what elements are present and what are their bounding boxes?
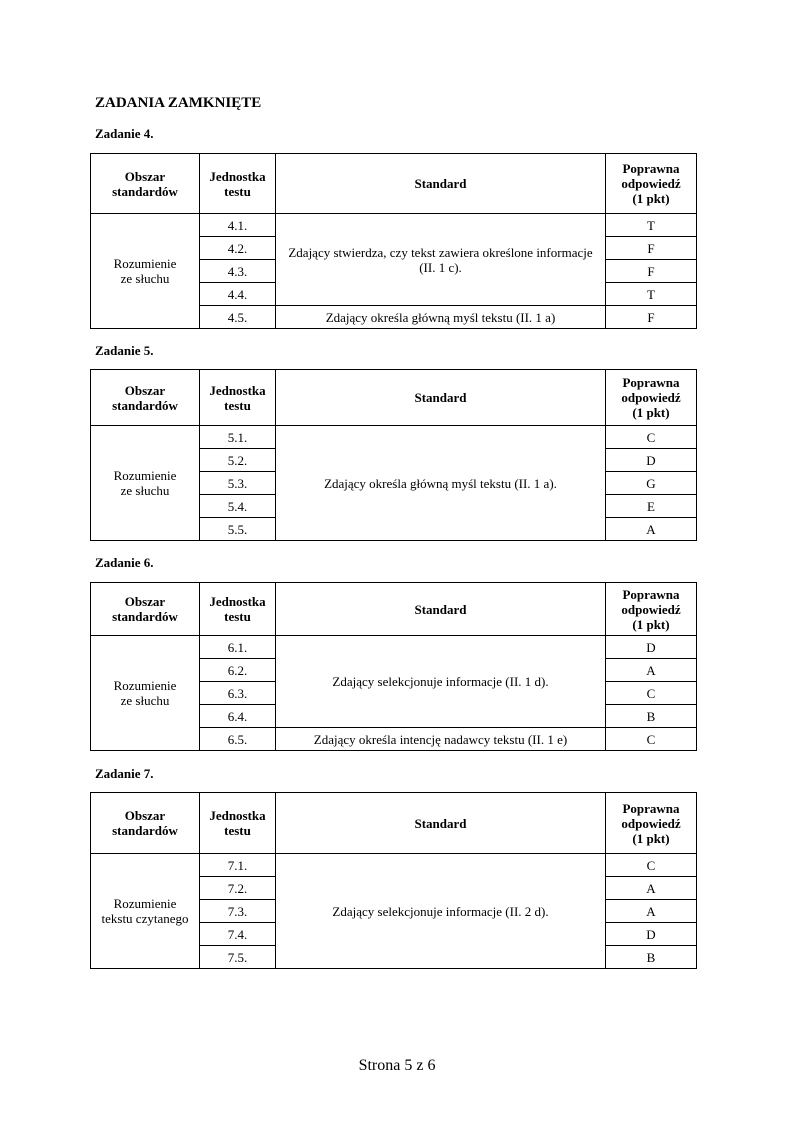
header-poprawna: Poprawna odpowiedź (1 pkt)	[606, 370, 697, 426]
answer-cell: T	[606, 214, 697, 237]
page-title: ZADANIA ZAMKNIĘTE	[95, 95, 262, 111]
unit-cell: 7.2.	[200, 877, 276, 900]
header-jednostka: Jednostka testu	[200, 793, 276, 854]
obszar-cell: Rozumienie ze słuchu	[91, 636, 200, 751]
answer-cell: C	[606, 426, 697, 449]
standard-cell: Zdający określa główną myśl tekstu (II. 1 a)	[276, 306, 606, 329]
answer-cell: A	[606, 900, 697, 923]
task-7-section	[90, 792, 696, 969]
header-row	[91, 154, 697, 214]
task-6-section	[90, 582, 696, 751]
page-footer: Strona 5 z 6	[358, 1057, 436, 1074]
answer-cell: B	[606, 705, 697, 728]
unit-cell: 4.4.	[200, 283, 276, 306]
header-standard: Standard	[276, 583, 606, 636]
answer-cell: G	[606, 472, 697, 495]
unit-cell: 4.1.	[200, 214, 276, 237]
task-title-7: Zadanie 7.	[95, 766, 154, 781]
answer-cell: D	[606, 636, 697, 659]
unit-cell: 6.4.	[200, 705, 276, 728]
unit-cell: 7.5.	[200, 946, 276, 969]
header-row	[91, 583, 697, 636]
answer-cell: C	[606, 682, 697, 705]
header-jednostka: Jednostka testu	[200, 583, 276, 636]
task-6-table	[90, 582, 697, 751]
task-title-6: Zadanie 6.	[95, 555, 154, 570]
answer-cell: T	[606, 283, 697, 306]
task-5-section	[90, 369, 696, 541]
unit-cell: 6.1.	[200, 636, 276, 659]
unit-cell: 5.5.	[200, 518, 276, 541]
answer-cell: E	[606, 495, 697, 518]
header-standard: Standard	[276, 793, 606, 854]
header-standard: Standard	[276, 154, 606, 214]
header-poprawna: Poprawna odpowiedź (1 pkt)	[606, 793, 697, 854]
unit-cell: 5.2.	[200, 449, 276, 472]
answer-cell: D	[606, 923, 697, 946]
standard-cell: Zdający selekcjonuje informacje (II. 2 d).	[276, 854, 606, 969]
unit-cell: 7.3.	[200, 900, 276, 923]
answer-cell: B	[606, 946, 697, 969]
unit-cell: 6.2.	[200, 659, 276, 682]
table-row	[91, 214, 697, 237]
header-obszar: Obszar standardów	[91, 793, 200, 854]
header-standard: Standard	[276, 370, 606, 426]
standard-cell: Zdający określa intencję nadawcy tekstu (II. 1 e)	[276, 728, 606, 751]
answer-cell: C	[606, 854, 697, 877]
header-jednostka: Jednostka testu	[200, 370, 276, 426]
obszar-cell: Rozumienie tekstu czytanego	[91, 854, 200, 969]
answer-cell: C	[606, 728, 697, 751]
obszar-cell: Rozumienie ze słuchu	[91, 426, 200, 541]
task-4-section	[90, 153, 696, 329]
header-obszar: Obszar standardów	[91, 370, 200, 426]
unit-cell: 5.4.	[200, 495, 276, 518]
unit-cell: 7.4.	[200, 923, 276, 946]
answer-cell: F	[606, 260, 697, 283]
answer-cell: D	[606, 449, 697, 472]
task-7-table	[90, 792, 697, 969]
unit-cell: 6.3.	[200, 682, 276, 705]
header-row	[91, 370, 697, 426]
standard-cell: Zdający selekcjonuje informacje (II. 1 d).	[276, 636, 606, 728]
unit-cell: 7.1.	[200, 854, 276, 877]
unit-cell: 5.3.	[200, 472, 276, 495]
answer-cell: F	[606, 306, 697, 329]
standard-cell: Zdający określa główną myśl tekstu (II. 1 a).	[276, 426, 606, 541]
task-5-table	[90, 369, 697, 541]
header-obszar: Obszar standardów	[91, 583, 200, 636]
header-obszar: Obszar standardów	[91, 154, 200, 214]
table-row	[91, 636, 697, 659]
header-row	[91, 793, 697, 854]
unit-cell: 5.1.	[200, 426, 276, 449]
header-poprawna: Poprawna odpowiedź (1 pkt)	[606, 154, 697, 214]
task-title-4: Zadanie 4.	[95, 126, 154, 141]
unit-cell: 4.2.	[200, 237, 276, 260]
task-4-table	[90, 153, 697, 329]
table-row	[91, 426, 697, 449]
header-jednostka: Jednostka testu	[200, 154, 276, 214]
task-title-5: Zadanie 5.	[95, 343, 154, 358]
answer-cell: F	[606, 237, 697, 260]
table-row	[91, 854, 697, 877]
unit-cell: 4.3.	[200, 260, 276, 283]
answer-cell: A	[606, 877, 697, 900]
answer-cell: A	[606, 518, 697, 541]
header-poprawna: Poprawna odpowiedź (1 pkt)	[606, 583, 697, 636]
answer-cell: A	[606, 659, 697, 682]
unit-cell: 4.5.	[200, 306, 276, 329]
unit-cell: 6.5.	[200, 728, 276, 751]
obszar-cell: Rozumienie ze słuchu	[91, 214, 200, 329]
standard-cell: Zdający stwierdza, czy tekst zawiera określone informacje (II. 1 c).	[276, 214, 606, 306]
